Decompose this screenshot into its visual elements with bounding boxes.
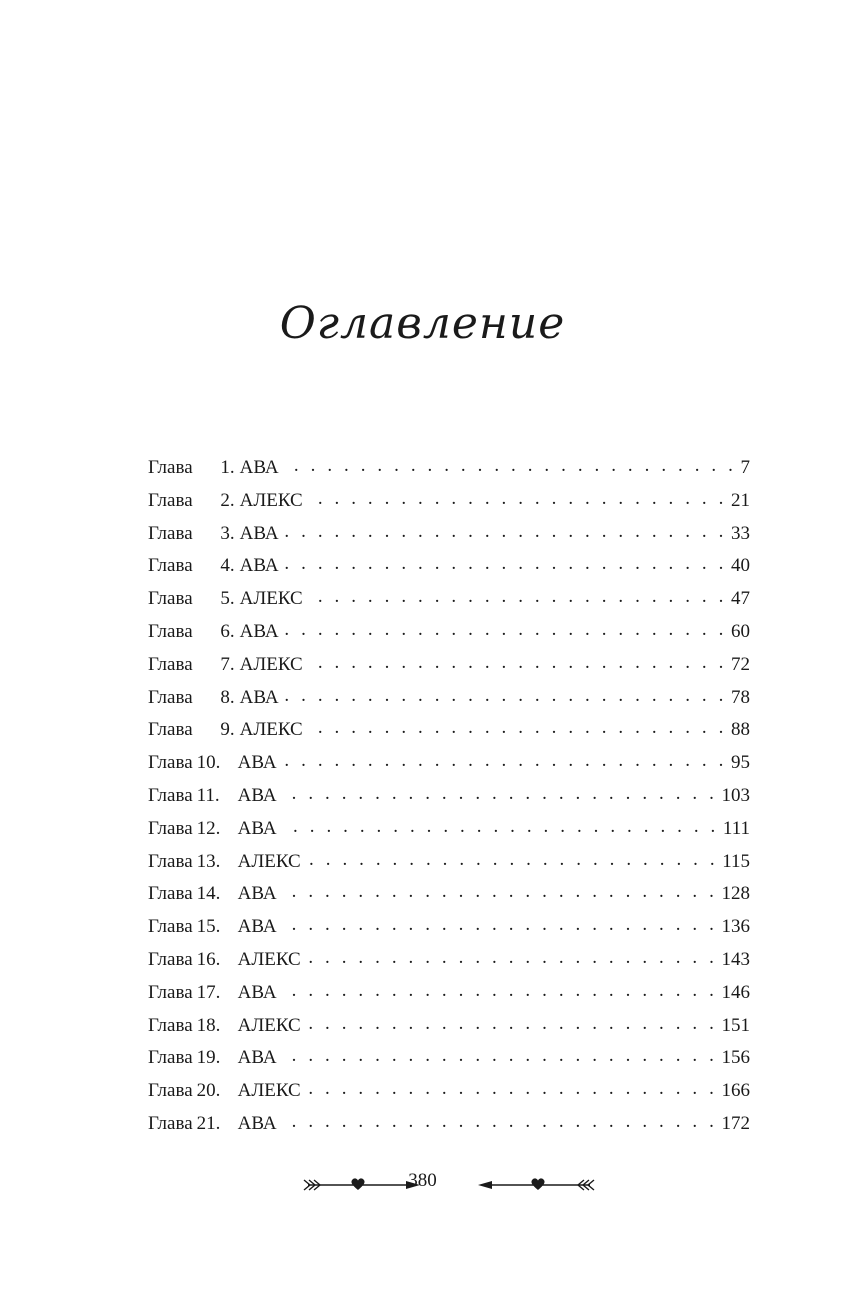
toc-entry[interactable] <box>148 652 750 685</box>
toc-page-number: 7 <box>740 457 750 478</box>
toc-chapter-number: 11. <box>196 784 220 806</box>
toc-chapter-name: АЛЕКС <box>239 719 303 741</box>
toc-chapter-name: АЛЕКС <box>239 588 303 610</box>
toc-dot-leader <box>281 885 718 899</box>
toc-entry[interactable] <box>148 816 750 849</box>
toc-chapter-word: Глава <box>148 457 193 478</box>
toc-chapter-number: 15. <box>196 916 221 938</box>
toc-chapter-name: АВА <box>237 1112 277 1134</box>
toc-chapter-name: АВА <box>239 686 279 708</box>
toc-page-number: 40 <box>731 555 750 577</box>
toc-entry[interactable] <box>148 553 750 586</box>
toc-chapter-number: 13. <box>196 850 221 872</box>
toc-dot-leader <box>305 853 718 867</box>
toc-chapter-word: Глава <box>148 817 193 839</box>
toc-entry[interactable] <box>148 1111 750 1144</box>
toc-dot-leader <box>281 984 718 998</box>
toc-chapter-word: Глава <box>148 752 193 774</box>
toc-chapter-word: Глава <box>148 1047 193 1069</box>
toc-chapter-number: 12. <box>196 817 221 839</box>
toc-entry[interactable] <box>148 685 750 718</box>
toc-entry[interactable] <box>148 488 750 521</box>
toc-entry[interactable] <box>148 849 750 882</box>
toc-chapter-number: 19. <box>196 1047 221 1069</box>
toc-chapter-word: Глава <box>148 850 193 872</box>
toc-dot-leader <box>281 820 719 834</box>
toc-chapter-number: 8. <box>220 686 235 708</box>
toc-entry[interactable] <box>148 521 750 554</box>
page-number: 380 <box>408 1170 437 1191</box>
toc-entry[interactable] <box>148 980 750 1013</box>
toc-entry[interactable] <box>148 1013 750 1046</box>
toc-dot-leader <box>307 721 727 735</box>
toc-page-number: 146 <box>721 981 750 1003</box>
toc-chapter-name: АВА <box>237 817 277 839</box>
toc-entry[interactable] <box>148 881 750 914</box>
toc-entry[interactable] <box>148 619 750 652</box>
toc-page-number: 136 <box>721 916 750 938</box>
toc-chapter-name: АВА <box>237 752 277 774</box>
toc-entry[interactable] <box>148 586 750 619</box>
toc-page-number: 88 <box>731 719 750 741</box>
toc-chapter-word: Глава <box>148 588 193 610</box>
toc-dot-leader <box>305 1082 718 1096</box>
toc-page-number: 95 <box>731 752 750 774</box>
toc-chapter-word: Глава <box>148 489 193 511</box>
toc-dot-leader <box>283 623 727 637</box>
toc-chapter-word: Глава <box>148 784 193 806</box>
toc-dot-leader <box>307 492 727 506</box>
toc-page-number: 115 <box>722 850 750 872</box>
toc-chapter-word: Глава <box>148 883 193 905</box>
toc-dot-leader <box>307 590 727 604</box>
toc-chapter-name: АВА <box>239 522 279 544</box>
toc-chapter-name: АЛЕКС <box>237 1014 301 1036</box>
toc-chapter-name: АВА <box>239 457 279 478</box>
toc-dot-leader <box>283 557 727 571</box>
toc-chapter-word: Глава <box>148 1080 193 1102</box>
toc-entry[interactable] <box>148 1045 750 1078</box>
toc-chapter-word: Глава <box>148 653 193 675</box>
toc-chapter-number: 4. <box>220 555 235 577</box>
toc-entry[interactable] <box>148 947 750 980</box>
toc-chapter-number: 3. <box>220 522 235 544</box>
toc-chapter-number: 9. <box>220 719 235 741</box>
toc-chapter-number: 7. <box>220 653 235 675</box>
toc-dot-leader <box>283 689 727 703</box>
toc-chapter-name: АЛЕКС <box>237 1080 301 1102</box>
toc-chapter-name: АЛЕКС <box>237 850 301 872</box>
toc-chapter-number: 5. <box>220 588 235 610</box>
toc-chapter-name: АЛЕКС <box>239 653 303 675</box>
toc-chapter-word: Глава <box>148 1112 193 1134</box>
toc-entry[interactable] <box>148 717 750 750</box>
toc-chapter-name: АВА <box>239 620 279 642</box>
toc-dot-leader <box>281 918 718 932</box>
toc-dot-leader <box>305 1017 718 1031</box>
toc-page-number: 47 <box>731 588 750 610</box>
toc-page-number: 151 <box>721 1014 750 1036</box>
toc-chapter-name: АВА <box>237 981 277 1003</box>
toc-chapter-word: Глава <box>148 916 193 938</box>
toc-chapter-word: Глава <box>148 719 193 741</box>
toc-chapter-number: 1. <box>220 457 235 478</box>
toc-dot-leader <box>281 1049 718 1063</box>
toc-chapter-number: 16. <box>196 948 221 970</box>
toc-dot-leader <box>281 1115 718 1129</box>
toc-chapter-name: АВА <box>239 555 279 577</box>
toc-chapter-number: 17. <box>196 981 221 1003</box>
toc-chapter-number: 6. <box>220 620 235 642</box>
toc-page-number: 156 <box>721 1047 750 1069</box>
toc-chapter-name: АВА <box>237 784 277 806</box>
toc-chapter-word: Глава <box>148 948 193 970</box>
toc-page-number: 78 <box>731 686 750 708</box>
toc-page-number: 128 <box>721 883 750 905</box>
toc-dot-leader <box>283 525 727 539</box>
table-of-contents <box>148 455 750 1144</box>
toc-chapter-number: 14. <box>196 883 221 905</box>
toc-page-number: 72 <box>731 653 750 675</box>
toc-entry[interactable] <box>148 455 750 488</box>
toc-page-number: 166 <box>721 1080 750 1102</box>
toc-page-number: 60 <box>731 620 750 642</box>
page-title: Оглавление <box>279 298 566 349</box>
toc-page-number: 111 <box>722 817 750 839</box>
toc-page-number: 143 <box>721 948 750 970</box>
toc-dot-leader <box>281 754 727 768</box>
toc-page-number: 21 <box>731 489 750 511</box>
toc-chapter-name: АВА <box>237 883 277 905</box>
toc-chapter-word: Глава <box>148 555 193 577</box>
toc-chapter-name: АЛЕКС <box>239 489 303 511</box>
toc-chapter-name: АВА <box>237 1047 277 1069</box>
toc-chapter-number: 21. <box>196 1112 221 1134</box>
toc-chapter-word: Глава <box>148 1014 193 1036</box>
toc-chapter-number: 18. <box>196 1014 221 1036</box>
toc-chapter-word: Глава <box>148 620 193 642</box>
toc-chapter-number: 10. <box>196 752 221 774</box>
toc-dot-leader <box>281 787 718 801</box>
toc-dot-leader <box>305 951 718 965</box>
toc-chapter-word: Глава <box>148 686 193 708</box>
toc-chapter-word: Глава <box>148 981 193 1003</box>
toc-page-number: 172 <box>721 1112 750 1134</box>
toc-page-number: 103 <box>721 784 750 806</box>
toc-dot-leader <box>283 459 737 473</box>
toc-entry[interactable] <box>148 783 750 816</box>
toc-chapter-number: 2. <box>220 489 235 511</box>
toc-chapter-name: АВА <box>237 916 277 938</box>
toc-chapter-word: Глава <box>148 522 193 544</box>
toc-chapter-number: 20. <box>196 1080 221 1102</box>
toc-dot-leader <box>307 656 727 670</box>
toc-entry[interactable] <box>148 1078 750 1111</box>
toc-chapter-name: АЛЕКС <box>237 948 301 970</box>
toc-page-number: 33 <box>731 522 750 544</box>
toc-entry[interactable] <box>148 750 750 783</box>
toc-entry[interactable] <box>148 914 750 947</box>
